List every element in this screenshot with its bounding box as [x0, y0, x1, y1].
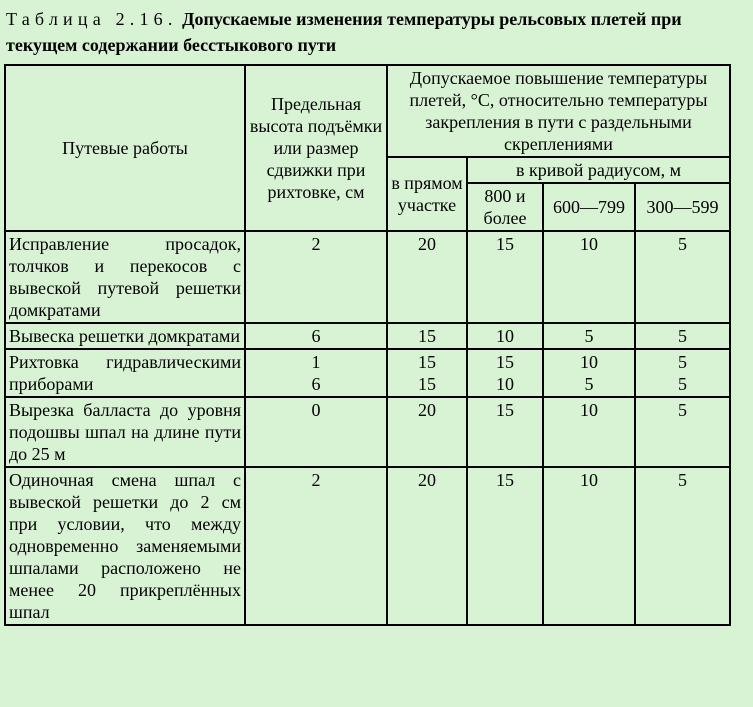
r300-cell: [635, 467, 730, 625]
r800-value: 15: [496, 234, 514, 254]
work-name-cell: Вырезка балласта до уровня подошвы шпал на длине пути до 25 м: [5, 397, 245, 467]
work-name-cell: Одиночная смена шпал с вывеской решетки до 2 см при условии, что между одновременно заменяемыми шпалами расположено не менее 20 прикреплённых шпал: [5, 467, 245, 625]
table-number: Таблица 2.16.: [6, 9, 178, 29]
r800-cell: [467, 467, 543, 625]
straight-cell: [387, 349, 467, 397]
straight-value: 20: [418, 470, 436, 490]
r800-value: 15: [496, 470, 514, 490]
straight-value: 20: [418, 234, 436, 254]
r800-cell: [467, 323, 543, 349]
header-limit: Предельная высота подъёмки или размер сдвижки при рихтовке, см: [245, 65, 387, 231]
header-straight: в прямом участке: [387, 157, 467, 231]
work-name-cell: Вывеска решетки домкратами: [5, 323, 245, 349]
table-title: Допускаемые изменения температуры рельсовых плетей при текущем содержании бесстыкового пути: [6, 9, 682, 55]
straight-cell: [387, 323, 467, 349]
r600-value: 10: [580, 470, 598, 490]
r800-value: 10: [496, 374, 514, 394]
r600-cell: [543, 323, 635, 349]
table-row: [5, 397, 730, 467]
header-radius-800: 800 и более: [467, 183, 543, 231]
r600-cell: [543, 349, 635, 397]
limit-value: 6: [311, 374, 321, 394]
limit-cell: [245, 349, 387, 397]
straight-value: 15: [418, 374, 436, 394]
r800-value: 10: [496, 326, 514, 346]
r800-cell: [467, 231, 543, 323]
limit-cell: [245, 467, 387, 625]
limit-value: 0: [311, 400, 321, 420]
r300-cell: [635, 231, 730, 323]
temperature-table: [4, 64, 731, 626]
table-row: [5, 349, 730, 397]
straight-value: 20: [418, 400, 436, 420]
work-name-cell: Исправление просадок, толчков и перекосов с вывеской путевой решетки домкратами: [5, 231, 245, 323]
r300-value: 5: [678, 374, 687, 394]
limit-value: 2: [311, 234, 321, 254]
r300-value: 5: [678, 352, 687, 372]
header-allowed: Допускаемое повышение температуры плетей, °С, относительно температуры закрепления в пути с раздельными скреплениями: [387, 65, 730, 157]
table-row: [5, 323, 730, 349]
table-caption: [6, 6, 751, 58]
r300-value: 5: [678, 234, 687, 254]
r300-cell: [635, 397, 730, 467]
r300-value: 5: [678, 400, 687, 420]
header-curve: в кривой радиусом, м: [467, 157, 730, 183]
r300-cell: [635, 349, 730, 397]
limit-value: 6: [311, 326, 321, 346]
r600-value: 5: [584, 374, 594, 394]
limit-cell: [245, 231, 387, 323]
limit-cell: [245, 323, 387, 349]
straight-cell: [387, 231, 467, 323]
r600-value: 10: [580, 352, 598, 372]
r600-value: 5: [584, 326, 594, 346]
header-radius-600: 600—799: [543, 183, 635, 231]
work-name-cell: Рихтовка гидравлическими приборами: [5, 349, 245, 397]
straight-cell: [387, 467, 467, 625]
header-work: Путевые работы: [5, 65, 245, 231]
straight-cell: [387, 397, 467, 467]
r800-value: 15: [496, 352, 514, 372]
table-row: [5, 467, 730, 625]
r600-cell: [543, 231, 635, 323]
r300-value: 5: [678, 326, 687, 346]
r800-cell: [467, 349, 543, 397]
r600-value: 10: [580, 400, 598, 420]
r600-value: 10: [580, 234, 598, 254]
r300-value: 5: [678, 470, 687, 490]
r600-cell: [543, 397, 635, 467]
r800-cell: [467, 397, 543, 467]
straight-value: 15: [418, 352, 436, 372]
table-row: [5, 231, 730, 323]
r600-cell: [543, 467, 635, 625]
r300-cell: [635, 323, 730, 349]
limit-cell: [245, 397, 387, 467]
limit-value: 2: [311, 470, 321, 490]
r800-value: 15: [496, 400, 514, 420]
straight-value: 15: [418, 326, 436, 346]
header-row: [5, 65, 730, 157]
header-radius-300: 300—599: [635, 183, 730, 231]
limit-value: 1: [311, 352, 321, 372]
